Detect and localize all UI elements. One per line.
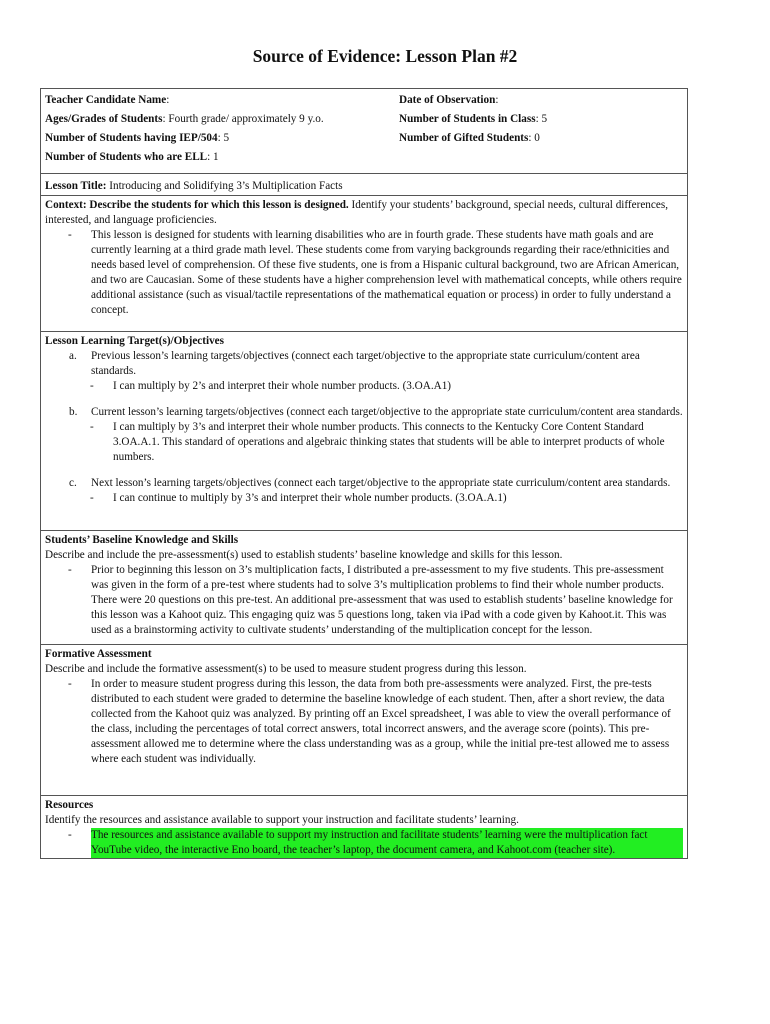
iep-field bbox=[45, 131, 229, 146]
objective-list bbox=[91, 379, 683, 394]
baseline-section bbox=[41, 530, 687, 644]
ell-value: : 1 bbox=[207, 151, 219, 163]
info-section bbox=[41, 89, 687, 173]
objective-bullet: - I can multiply by 2’s and interpret their whole number products. (3.OA.A1) bbox=[113, 379, 683, 394]
objective-item-a bbox=[45, 349, 683, 394]
objective-marker: c. bbox=[69, 477, 77, 489]
iep-value: : 5 bbox=[217, 132, 230, 144]
objective-list bbox=[91, 420, 683, 465]
gifted-value: : 0 bbox=[528, 132, 540, 144]
class-count-field bbox=[399, 112, 547, 127]
objective-text: Current lesson’s learning targets/objectives (connect each target/objective to the appropriate state curriculum/content area standards. bbox=[91, 406, 683, 418]
context-prompt-text: Identify your students’ background, special needs, cultural differences, interested, and language proficiencies. bbox=[45, 199, 668, 226]
objective-bullet: - I can continue to multiply by 3’s and interpret their whole number products. (3.OA.A.1) bbox=[113, 491, 683, 506]
page-title: Source of Evidence: Lesson Plan #2 bbox=[252, 46, 518, 66]
resources-heading: Resources bbox=[45, 799, 94, 811]
ell-field bbox=[45, 150, 219, 165]
date-field bbox=[399, 93, 498, 108]
formative-prompt: Describe and include the formative assessment(s) to be used to measure student progress during this lesson. bbox=[45, 663, 527, 675]
objectives-section bbox=[41, 331, 687, 530]
objective-marker: b. bbox=[69, 406, 78, 418]
objective-item-b bbox=[45, 405, 683, 465]
iep-label: Number of Students having IEP/504 bbox=[45, 132, 218, 144]
objective-text: Next lesson’s learning targets/objectives (connect each target/objective to the appropriate state curriculum/content area standards. bbox=[91, 477, 671, 489]
objectives-heading: Lesson Learning Target(s)/Objectives bbox=[45, 335, 224, 347]
lesson-title-value: Introducing and Solidifying 3’s Multiplication Facts bbox=[106, 180, 343, 192]
objective-list bbox=[91, 491, 683, 506]
class-count-value: : 5 bbox=[535, 113, 548, 125]
formative-bullet: - In order to measure student progress during this lesson, the data from both pre-assessments were analyzed. First, the pre-tests distributed to each student were graded to determine the baseline knowledge of each student. Then, after a short review, the data collected from the Kahoot quiz was analyzed. By printing off an Excel spreadsheet, I was able to view the overall performance of the class, including the percentages of total correct answers, total incorrect answers, and the average score (points). This pre-assessment allowed me to determine where the class understanding was as a group, while the initial pre-test allowed me to assess where each student was individually. bbox=[91, 677, 683, 767]
baseline-list bbox=[45, 563, 683, 638]
formative-list bbox=[45, 677, 683, 767]
baseline-heading: Students’ Baseline Knowledge and Skills bbox=[45, 534, 239, 546]
context-label: Context: Describe the students for which this lesson is designed. bbox=[45, 199, 349, 211]
lesson-plan-table bbox=[40, 88, 688, 859]
objective-item-c bbox=[45, 476, 683, 506]
objective-text: Previous lesson’s learning targets/objectives (connect each target/objective to the appropriate state curriculum/content area standards. bbox=[91, 350, 640, 377]
objective-marker: a. bbox=[69, 350, 77, 362]
context-list bbox=[45, 228, 683, 318]
context-prompt bbox=[45, 198, 683, 228]
resources-section bbox=[41, 795, 687, 858]
resources-list bbox=[45, 828, 683, 858]
baseline-prompt: Describe and include the pre-assessment(s) used to establish students’ baseline knowledge and skills for this lesson. bbox=[45, 549, 563, 561]
resources-bullet: - The resources and assistance available to support my instruction and facilitate students’ learning were the multiplication fact YouTube video, the interactive Eno board, the teacher’s laptop, the document camera, and Kahoot.com (teacher site). bbox=[91, 828, 683, 858]
objective-bullet: - I can multiply by 3’s and interpret their whole number products. This connects to the Kentucky Core Content Standard 3.OA.A.1. This standard of operations and algebraic thinking states that students will be able to interpret products of whole numbers. bbox=[113, 420, 683, 465]
ages-label: Ages/Grades of Students bbox=[45, 113, 163, 125]
gifted-label: Number of Gifted Students bbox=[399, 132, 529, 144]
teacher-name-field: Teacher Candidate Name: bbox=[45, 94, 170, 106]
baseline-bullet: - Prior to beginning this lesson on 3’s multiplication facts, I distributed a pre-assessment to my five students. This pre-assessment was given in the form of a pre-test where students had to solve 3’s multiplication problems to find their whole number products. There were 20 questions on this pre-test. An additional pre-assessment that was used to establish students’ baseline knowledge for this lesson was a Kahoot quiz. This engaging quiz was 5 questions long, taken via iPad with a code given by Kahoot.it. This was used as a brainstorming activity to cultivate students’ understanding of the multiplication concept for the lesson. bbox=[91, 563, 683, 638]
gifted-field bbox=[399, 131, 540, 146]
lesson-title-section bbox=[41, 173, 687, 195]
teacher-name-label: Teacher Candidate Name bbox=[45, 94, 167, 106]
context-section bbox=[41, 195, 687, 331]
date-label: Date of Observation bbox=[399, 94, 496, 106]
date-value: : bbox=[495, 94, 499, 106]
lesson-title-label: Lesson Title: bbox=[45, 180, 107, 192]
formative-heading: Formative Assessment bbox=[45, 648, 152, 660]
class-count-label: Number of Students in Class bbox=[399, 113, 536, 125]
resources-prompt: Identify the resources and assistance available to support your instruction and facilitate students’ learning. bbox=[45, 814, 519, 826]
ages-value: : Fourth grade/ approximately 9 y.o. bbox=[162, 113, 324, 125]
context-bullet: - This lesson is designed for students with learning disabilities who are in fourth grade. These students have math goals and are currently learning at a third grade math level. These students come from varying backgrounds regarding their race/ethnicities and needs based level of comprehension. Of these five students, one is from a Hispanic cultural background, two are African American, and two are Caucasian. Some of these students have a higher comprehension level with mathematical concepts, while others require additional assistance (such as visual/tactile representations of the mathematical equation or process) in order to fully understand a concept. bbox=[91, 228, 683, 318]
formative-section bbox=[41, 644, 687, 795]
ages-field bbox=[45, 112, 324, 127]
ell-label: Number of Students who are ELL bbox=[45, 151, 208, 163]
